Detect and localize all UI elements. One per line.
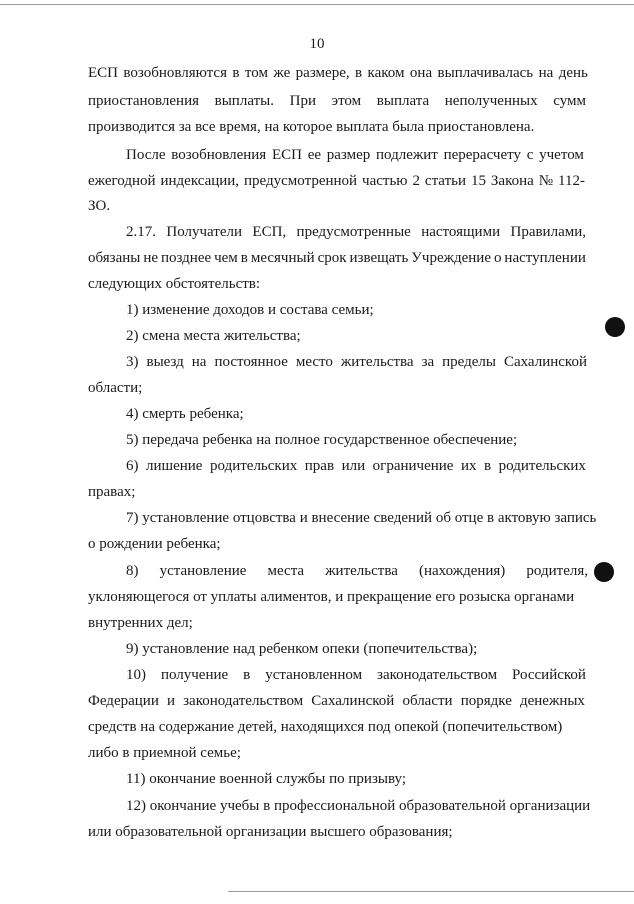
text-line: внутренних дел; bbox=[88, 615, 193, 631]
text-line: средств на содержание детей, находящихся под опекой (попечительством) bbox=[88, 719, 563, 735]
text-line: 5) передача ребенка на полное государственное обеспечение; bbox=[126, 432, 518, 448]
text-line: следующих обстоятельств: bbox=[88, 276, 261, 292]
text-line: ЕСП возобновляются в том же размере, в каком она выплачивалась на день bbox=[88, 65, 588, 81]
text-line: приостановления выплаты. При этом выплата неполученных сумм bbox=[88, 93, 586, 109]
text-line: 6) лишение родительских прав или ограничение их в родительских bbox=[126, 458, 586, 474]
text-line: области; bbox=[88, 380, 143, 396]
page-number: 10 bbox=[309, 36, 325, 52]
punch-hole-upper bbox=[605, 317, 625, 337]
text-line: правах; bbox=[88, 484, 136, 500]
text-line: либо в приемной семье; bbox=[88, 745, 241, 761]
text-line: 8) установление места жительства (нахождения) родителя, bbox=[126, 563, 588, 579]
text-line: 12) окончание учебы в профессиональной образовательной организации bbox=[126, 798, 591, 814]
scan-edge-bottom bbox=[228, 891, 634, 892]
text-line: Федерации и законодательством Сахалинской области порядке денежных bbox=[88, 693, 585, 709]
text-line: 10) получение в установленном законодательством Российской bbox=[126, 667, 586, 683]
scan-edge-top bbox=[0, 4, 634, 5]
text-line: 2) смена места жительства; bbox=[126, 328, 301, 344]
text-line: 1) изменение доходов и состава семьи; bbox=[126, 302, 374, 318]
text-line: 4) смерть ребенка; bbox=[126, 406, 244, 422]
text-line: 11) окончание военной службы по призыву; bbox=[126, 771, 407, 787]
text-line: 2.17. Получатели ЕСП, предусмотренные настоящими Правилами, bbox=[126, 224, 586, 240]
text-line: ежегодной индексации, предусмотренной частью 2 статьи 15 Закона № 112- bbox=[88, 173, 585, 189]
text-line: 7) установление отцовства и внесение сведений об отце в актовую запись bbox=[126, 510, 597, 526]
text-line: или образовательной организации высшего образования; bbox=[88, 824, 453, 840]
text-line: о рождении ребенка; bbox=[88, 536, 221, 552]
text-line: уклоняющегося от уплаты алиментов, и прекращение его розыска органами bbox=[88, 589, 575, 605]
text-line: 3) выезд на постоянное место жительства за пределы Сахалинской bbox=[126, 354, 587, 370]
text-line: производится за все время, на которое выплата была приостановлена. bbox=[88, 119, 535, 135]
text-line: 9) установление над ребенком опеки (попечительства); bbox=[126, 641, 478, 657]
text-line: ЗО. bbox=[88, 198, 111, 214]
text-line: обязаны не позднее чем в месячный срок извещать Учреждение о наступлении bbox=[88, 250, 586, 266]
punch-hole-lower bbox=[594, 562, 614, 582]
text-line: После возобновления ЕСП ее размер подлежит перерасчету с учетом bbox=[126, 147, 584, 163]
